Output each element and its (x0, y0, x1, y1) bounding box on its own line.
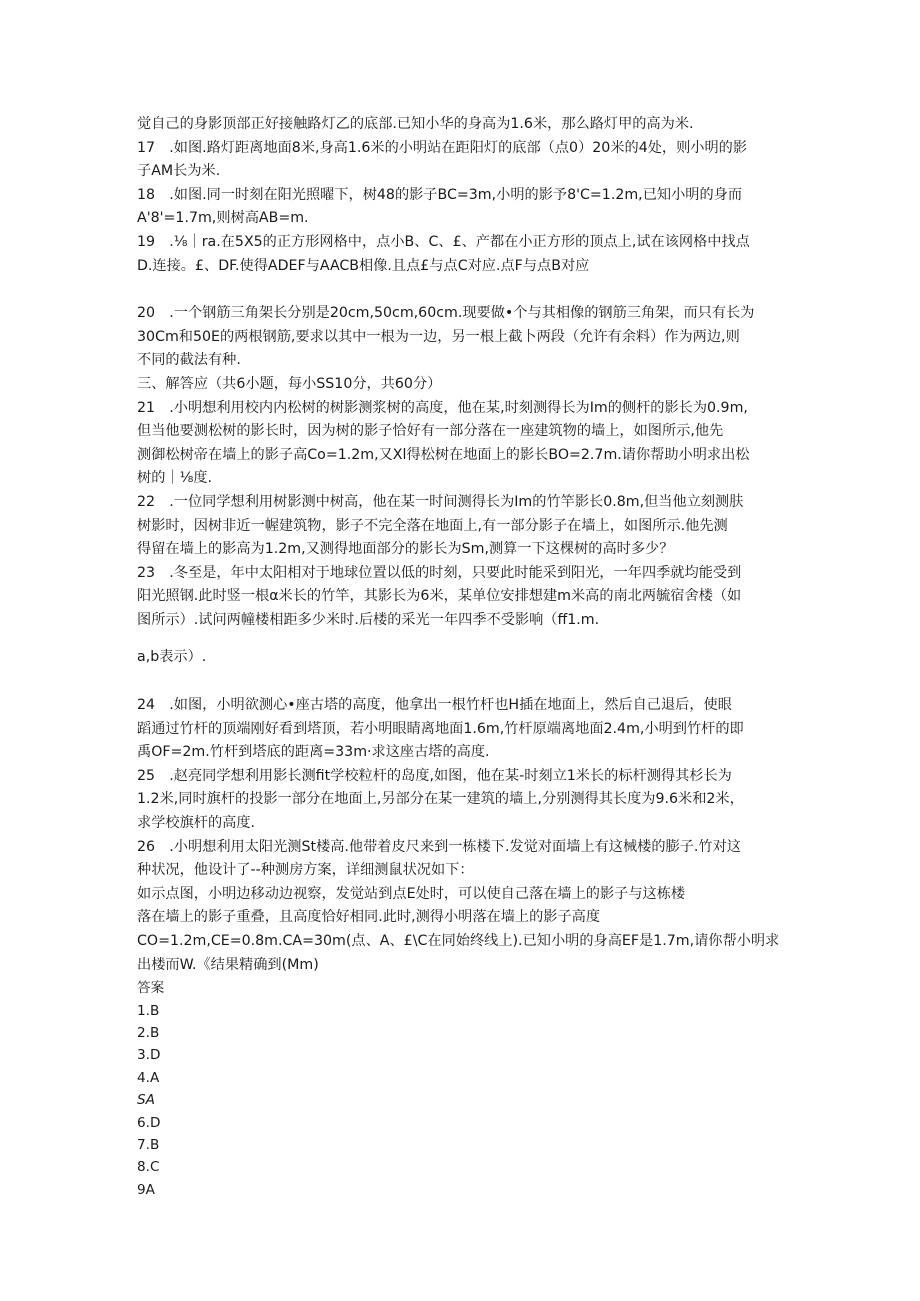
text-line: 种状况，他设计了--种测房方案，详细测鼠状况如下： (137, 862, 474, 879)
answer-item: 4.A (137, 1069, 160, 1086)
answer-item: SA (137, 1092, 155, 1109)
text-line: 测御松树帝在墙上的影子高Co=1.2m,又Xl得松树在地面上的影长BO=2.7m.请你帮助小明求出松 (137, 446, 750, 463)
question-24: 24 .如图，小明欲测心•座古塔的高度，他拿出一根竹杆也H插在地面上，然后自己退后，使眼 (137, 697, 732, 714)
question-20: 20 .一个钢筋三角架长分别是20cm,50cm,60cm.现要做•个与其相像的钢筋三角架，而只有长为 (137, 305, 755, 322)
text-line: 得留在墙上的影高为1.2m,又测得地面部分的影长为Sm,测算一下这棵树的高时多少？ (137, 541, 674, 558)
text-line: 蹈通过竹杆的顶端刚好看到塔顶，若小明眼睛离地面1.6m,竹杆原端离地面2.4m,小明到竹杆的即 (137, 720, 744, 737)
question-17: 17 .如图.路灯距离地面8米,身高1.6米的小明站在距阳灯的底部（点0）20米的4处，则小明的影 (137, 139, 748, 156)
text-line: 求学校旗杆的高度. (137, 815, 256, 832)
answer-item: 9A (137, 1181, 155, 1198)
text-line: 30Cm和50E的两根钢筋,要求以其中一根为一边，另一根上截卜两段（允许有余料）作为两边,则 (137, 328, 740, 345)
question-19: 19 .⅛｜ra.在5X5的正方形网格中，点小B、C、£、产都在小正方形的顶点上,试在该网格中找点 (137, 233, 750, 250)
text-line: 出楼而W.《结果精确到(Mm) (137, 956, 319, 973)
answer-item: 8.C (137, 1159, 160, 1176)
text-line: 如示点图，小明边移动边视察，发觉站到点E处时，可以使自己落在墙上的影子与这栋楼 (137, 885, 686, 902)
text-line: 图所示）.试问两幢楼相距多少米时.后楼的采光一年四季不受影响（ff1.m. (137, 611, 600, 628)
text-line: 1.2米,同时旗杆的投影一部分在地面上,另部分在某一建筑的墙上,分别测得其长度为9.6米和2米， (137, 791, 744, 808)
spacer (137, 632, 797, 646)
text-line: a,b表示）. (137, 649, 207, 666)
answer-item: 7.B (137, 1137, 160, 1154)
text-line: 子AM长为米. (137, 163, 221, 180)
answer-item: 1.B (137, 1002, 160, 1019)
spacer (137, 278, 797, 302)
text-line: 但当他要测松树的影长时，因为树的影子恰好有一部分落在一座建筑物的墙上，如图所示,他先 (137, 423, 724, 440)
question-22: 22 .一位同学想利用树影测中树高，他在某一时间测得长为Im的竹竿影长0.8m,但当他立刻测肤 (137, 493, 744, 510)
question-23: 23 .冬至是，年中太阳相对于地球位置以低的时刻，只要此时能采到阳光，一年四季就均能受到 (137, 564, 742, 581)
question-25: 25 .赵亮同学想利用影长测fit学校粒杆的岛度,如图，他在某-时刻立1米长的标杆测得其杉长为 (137, 767, 732, 784)
text-line: 落在墙上的影子重叠，且高度恰好相同.此时,测得小明落在墙上的影子高度 (137, 909, 601, 926)
text-line: 树影时，因树非近一幄建筑物，影子不完全落在地面上,有一部分影子在墙上，如图所示.他先测 (137, 517, 728, 534)
text-line: D.连接。£、DF.使得ADEF与AACB相像.且点£与点C对应.点F与点B对应 (137, 257, 590, 274)
spacer (137, 670, 797, 694)
question-18: 18 .如图.同一时刻在阳光照曜下，树48的影子BC=3m,小明的影予8'C=1.2m,已知小明的身而 (137, 186, 743, 203)
answer-item: 3.D (137, 1047, 161, 1064)
document-page (137, 113, 797, 1201)
text-line: 树的｜⅛度. (137, 470, 213, 487)
answer-item: 6.D (137, 1114, 161, 1131)
answer-item: 2.B (137, 1025, 160, 1041)
question-26: 26 .小明想利用太阳光测St楼高.他带着皮尺来到一栋楼下.发觉对面墙上有这械楼的膨子.竹对这 (137, 838, 741, 855)
answers-heading: 答案 (137, 980, 165, 997)
text-line: 禹OF=2m.竹杆到塔底的距离=33m·求这座古塔的高度. (137, 744, 490, 761)
text-line: A'8'=1.7m,则树高AB=m. (137, 210, 309, 227)
text-line: 觉自己的身影顶部正好接触路灯乙的底部.已知小华的身高为1.6米，那么路灯甲的高为米. (137, 116, 694, 132)
question-21: 21 .小明想利用校内内松树的树影测浆树的高度，他在某,时刻测得长为Im的侧杆的影长为0.9m, (137, 399, 748, 416)
text-line: 阳光照钢.此时竖一根α米长的竹竿，其影长为6米，某单位安排想建m米高的南北两毓宿舍楼（如 (137, 588, 742, 605)
text-line: 不同的截法有种. (137, 352, 241, 369)
text-line: CO=1.2m,CE=0.8m.CA=30m(点、A、£\C在同始终线上).已知小明的身高EF是1.7m,请你帮小明求 (137, 933, 780, 949)
section-heading: 三、解答应（共6小题，每小SS10分，共60分） (137, 375, 442, 392)
